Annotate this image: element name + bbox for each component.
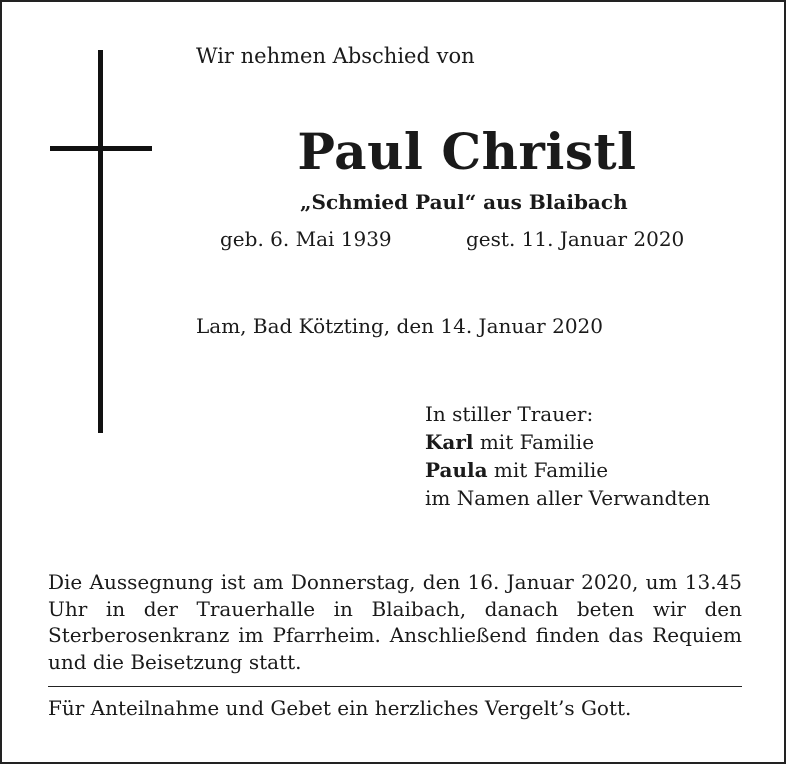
mourner-suffix: mit Familie [473,430,595,454]
death-date: gest. 11. Januar 2020 [466,227,685,251]
cross-icon [98,50,103,433]
divider [48,686,742,687]
deceased-nickname: „Schmied Paul“ aus Blaibach [300,190,628,214]
thanks-text: Für Anteilnahme und Gebet ein herzliches Vergelt’s Gott. [48,696,632,720]
mourner-entry [425,428,710,456]
place-date: Lam, Bad Kötzting, den 14. Januar 2020 [196,314,604,338]
mourner-name: Paula [425,458,488,482]
funeral-notice: Die Aussegnung ist am Donnerstag, den 16. Januar 2020, um 13.45 Uhr in der Trauerhalle in Blaibach, danach beten wir den Sterberosenkranz im Pfarrheim. Anschließend finden das Requiem und die Beisetzung statt. [48,570,742,674]
mourner-entry [425,456,710,484]
mourner-suffix: mit Familie [487,458,609,482]
mourners-block [425,400,710,512]
mourners-closing: im Namen aller Verwandten [425,486,711,510]
deceased-name: Paul Christl [297,122,637,181]
mourners-heading: In stiller Trauer: [425,402,594,426]
intro-text: Wir nehmen Abschied von [196,44,475,68]
birth-date: geb. 6. Mai 1939 [220,227,392,251]
mourner-name: Karl [425,430,474,454]
